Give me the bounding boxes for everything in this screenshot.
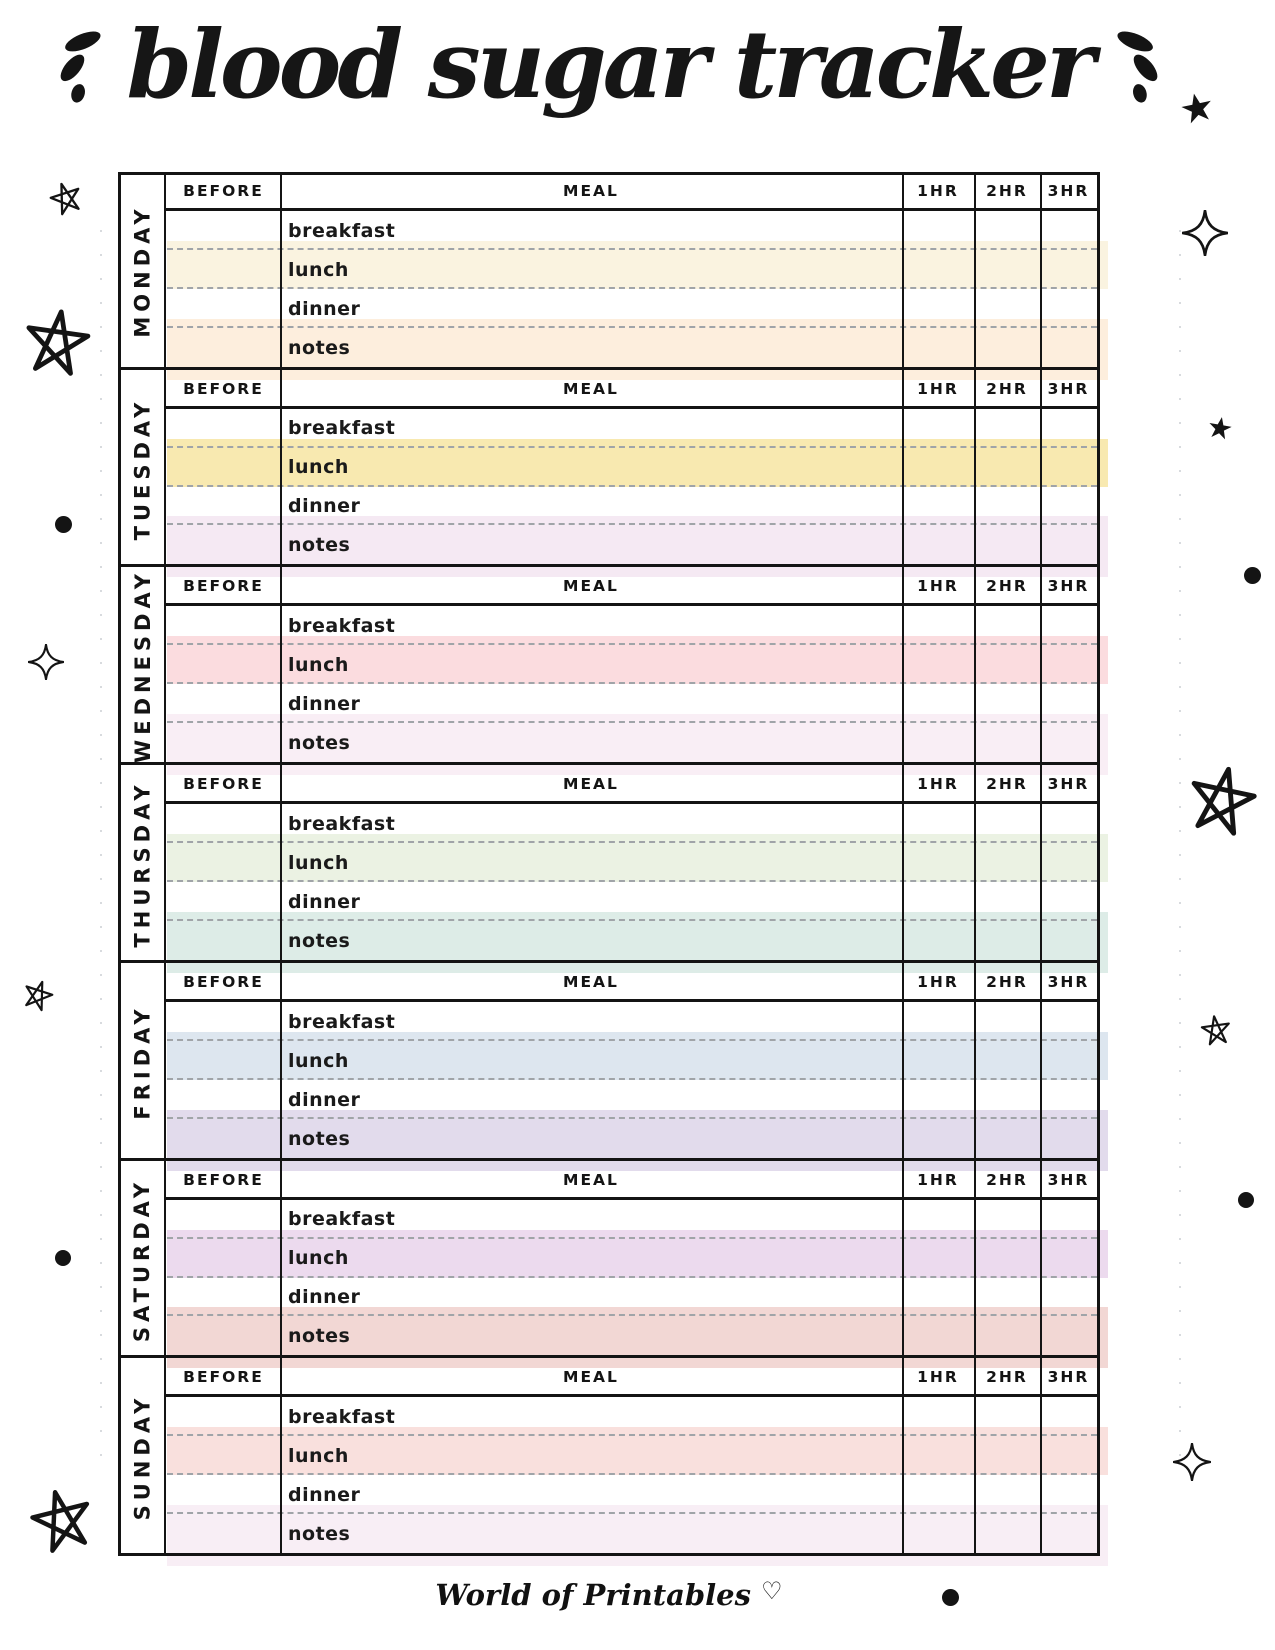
brand-name: World of Printables: [435, 1578, 751, 1612]
column-header-meal: MEAL: [563, 379, 619, 398]
large-star-doodle-icon: [24, 1482, 99, 1557]
day-block-friday: [118, 963, 1100, 1161]
day-label-text: THURSDAY: [130, 780, 155, 948]
row-label-notes: notes: [288, 1522, 351, 1545]
row-label-notes: notes: [288, 1127, 351, 1150]
day-label-text: SATURDAY: [130, 1177, 155, 1342]
ink-dot-icon: [1244, 567, 1261, 584]
row-label-lunch: lunch: [288, 1049, 349, 1072]
column-header-3hr: 3HR: [1047, 774, 1090, 793]
day-label: [121, 1161, 164, 1358]
column-header-3hr: 3HR: [1047, 379, 1090, 398]
column-header-meal: MEAL: [563, 774, 619, 793]
column-header-3hr: 3HR: [1047, 1367, 1090, 1386]
column-header-meal: MEAL: [563, 1367, 619, 1386]
table-border-right: [1097, 172, 1100, 370]
row-label-lunch: lunch: [288, 851, 349, 874]
leaf-flourish-icon: [1105, 26, 1171, 106]
column-header-3hr: 3HR: [1047, 181, 1090, 200]
column-header-before: BEFORE: [183, 181, 264, 200]
large-star-doodle-icon: [20, 305, 95, 380]
row-label-lunch: lunch: [288, 1247, 349, 1270]
column-header-2hr: 2HR: [986, 181, 1028, 200]
table-border-right: [1097, 370, 1100, 567]
sparkle-doodle-icon: [1182, 210, 1228, 256]
table-border-right: [1097, 963, 1100, 1161]
ink-dot-icon: [55, 516, 72, 533]
column-header-1hr: 1HR: [917, 181, 959, 200]
day-column-divider: [164, 765, 166, 963]
column-header-2hr: 2HR: [986, 576, 1028, 595]
day-column-divider: [164, 370, 166, 567]
day-block-wednesday: [118, 567, 1100, 765]
day-label: [121, 567, 164, 765]
day-label-text: WEDNESDAY: [130, 569, 155, 763]
page-title: [0, 10, 1218, 120]
row-label-breakfast: breakfast: [288, 417, 396, 440]
column-header-meal: MEAL: [563, 181, 619, 200]
row-label-notes: notes: [288, 731, 351, 754]
row-label-lunch: lunch: [288, 1444, 349, 1467]
column-header-meal: MEAL: [563, 1170, 619, 1189]
column-header-meal: MEAL: [563, 972, 619, 991]
day-block-tuesday: [118, 370, 1100, 567]
column-header-1hr: 1HR: [917, 576, 959, 595]
column-header-meal: MEAL: [563, 576, 619, 595]
ink-dot-icon: [1238, 1192, 1254, 1208]
column-header-2hr: 2HR: [986, 774, 1028, 793]
column-header-1hr: 1HR: [917, 774, 959, 793]
table-border-right: [1097, 1161, 1100, 1358]
row-label-breakfast: breakfast: [288, 1208, 396, 1231]
table-border-right: [1097, 567, 1100, 765]
day-label-text: SUNDAY: [130, 1393, 155, 1521]
row-label-dinner: dinner: [288, 692, 361, 715]
dot-grid-column-left: [100, 230, 102, 1460]
column-header-1hr: 1HR: [917, 1170, 959, 1189]
row-label-dinner: dinner: [288, 1088, 361, 1111]
tracker-table: [118, 172, 1100, 1556]
leaf-flourish-icon: [47, 26, 113, 106]
table-border-bottom: [118, 1553, 1100, 1556]
row-label-dinner: dinner: [288, 890, 361, 913]
day-column-divider: [164, 567, 166, 765]
column-header-2hr: 2HR: [986, 972, 1028, 991]
day-label: [121, 172, 164, 370]
row-label-dinner: dinner: [288, 1483, 361, 1506]
row-label-breakfast: breakfast: [288, 614, 396, 637]
table-border-right: [1097, 765, 1100, 963]
row-label-breakfast: breakfast: [288, 812, 396, 835]
day-block-thursday: [118, 765, 1100, 963]
filled-star-icon: [1178, 89, 1216, 127]
column-header-2hr: 2HR: [986, 1367, 1028, 1386]
table-border-right: [1097, 1358, 1100, 1556]
day-column-divider: [164, 1161, 166, 1358]
day-block-saturday: [118, 1161, 1100, 1358]
filled-star-icon: [1206, 414, 1234, 442]
row-label-dinner: dinner: [288, 297, 361, 320]
row-label-breakfast: breakfast: [288, 219, 396, 242]
day-label-text: TUESDAY: [130, 397, 155, 540]
day-block-monday: [118, 172, 1100, 370]
day-column-divider: [164, 172, 166, 370]
footer-credit: [0, 1576, 1218, 1612]
column-header-before: BEFORE: [183, 379, 264, 398]
day-label: [121, 1358, 164, 1556]
row-label-notes: notes: [288, 336, 351, 359]
day-column-divider: [164, 1358, 166, 1556]
column-header-before: BEFORE: [183, 972, 264, 991]
column-header-2hr: 2HR: [986, 1170, 1028, 1189]
row-label-notes: notes: [288, 1324, 351, 1347]
column-header-1hr: 1HR: [917, 379, 959, 398]
sparkle-doodle-icon: [1173, 1443, 1211, 1481]
ink-dot-icon: [55, 1250, 71, 1266]
column-header-before: BEFORE: [183, 774, 264, 793]
row-label-notes: notes: [288, 533, 351, 556]
day-block-sunday: [118, 1358, 1100, 1556]
dot-grid-column-right: [1179, 230, 1181, 1460]
day-label-text: MONDAY: [130, 204, 155, 338]
title-text: blood sugar tracker: [126, 10, 1092, 120]
column-header-3hr: 3HR: [1047, 1170, 1090, 1189]
small-star-doodle-icon: [46, 178, 86, 218]
day-label: [121, 963, 164, 1161]
row-label-lunch: lunch: [288, 456, 349, 479]
small-star-doodle-icon: [1199, 1013, 1233, 1047]
column-header-2hr: 2HR: [986, 379, 1028, 398]
day-column-divider: [164, 963, 166, 1161]
large-star-doodle-icon: [1182, 760, 1263, 841]
day-label: [121, 765, 164, 963]
row-label-breakfast: breakfast: [288, 1405, 396, 1428]
column-header-before: BEFORE: [183, 1170, 264, 1189]
day-label: [121, 370, 164, 567]
row-label-notes: notes: [288, 929, 351, 952]
column-header-3hr: 3HR: [1047, 576, 1090, 595]
heart-icon: ♡: [761, 1576, 783, 1605]
column-header-1hr: 1HR: [917, 1367, 959, 1386]
column-header-3hr: 3HR: [1047, 972, 1090, 991]
row-label-dinner: dinner: [288, 494, 361, 517]
column-header-before: BEFORE: [183, 1367, 264, 1386]
column-header-1hr: 1HR: [917, 972, 959, 991]
sparkle-doodle-icon: [28, 644, 64, 680]
row-label-dinner: dinner: [288, 1285, 361, 1308]
column-header-before: BEFORE: [183, 576, 264, 595]
row-label-lunch: lunch: [288, 258, 349, 281]
day-label-text: FRIDAY: [130, 1004, 155, 1120]
small-star-doodle-icon: [19, 976, 57, 1014]
row-label-breakfast: breakfast: [288, 1010, 396, 1033]
row-label-lunch: lunch: [288, 653, 349, 676]
